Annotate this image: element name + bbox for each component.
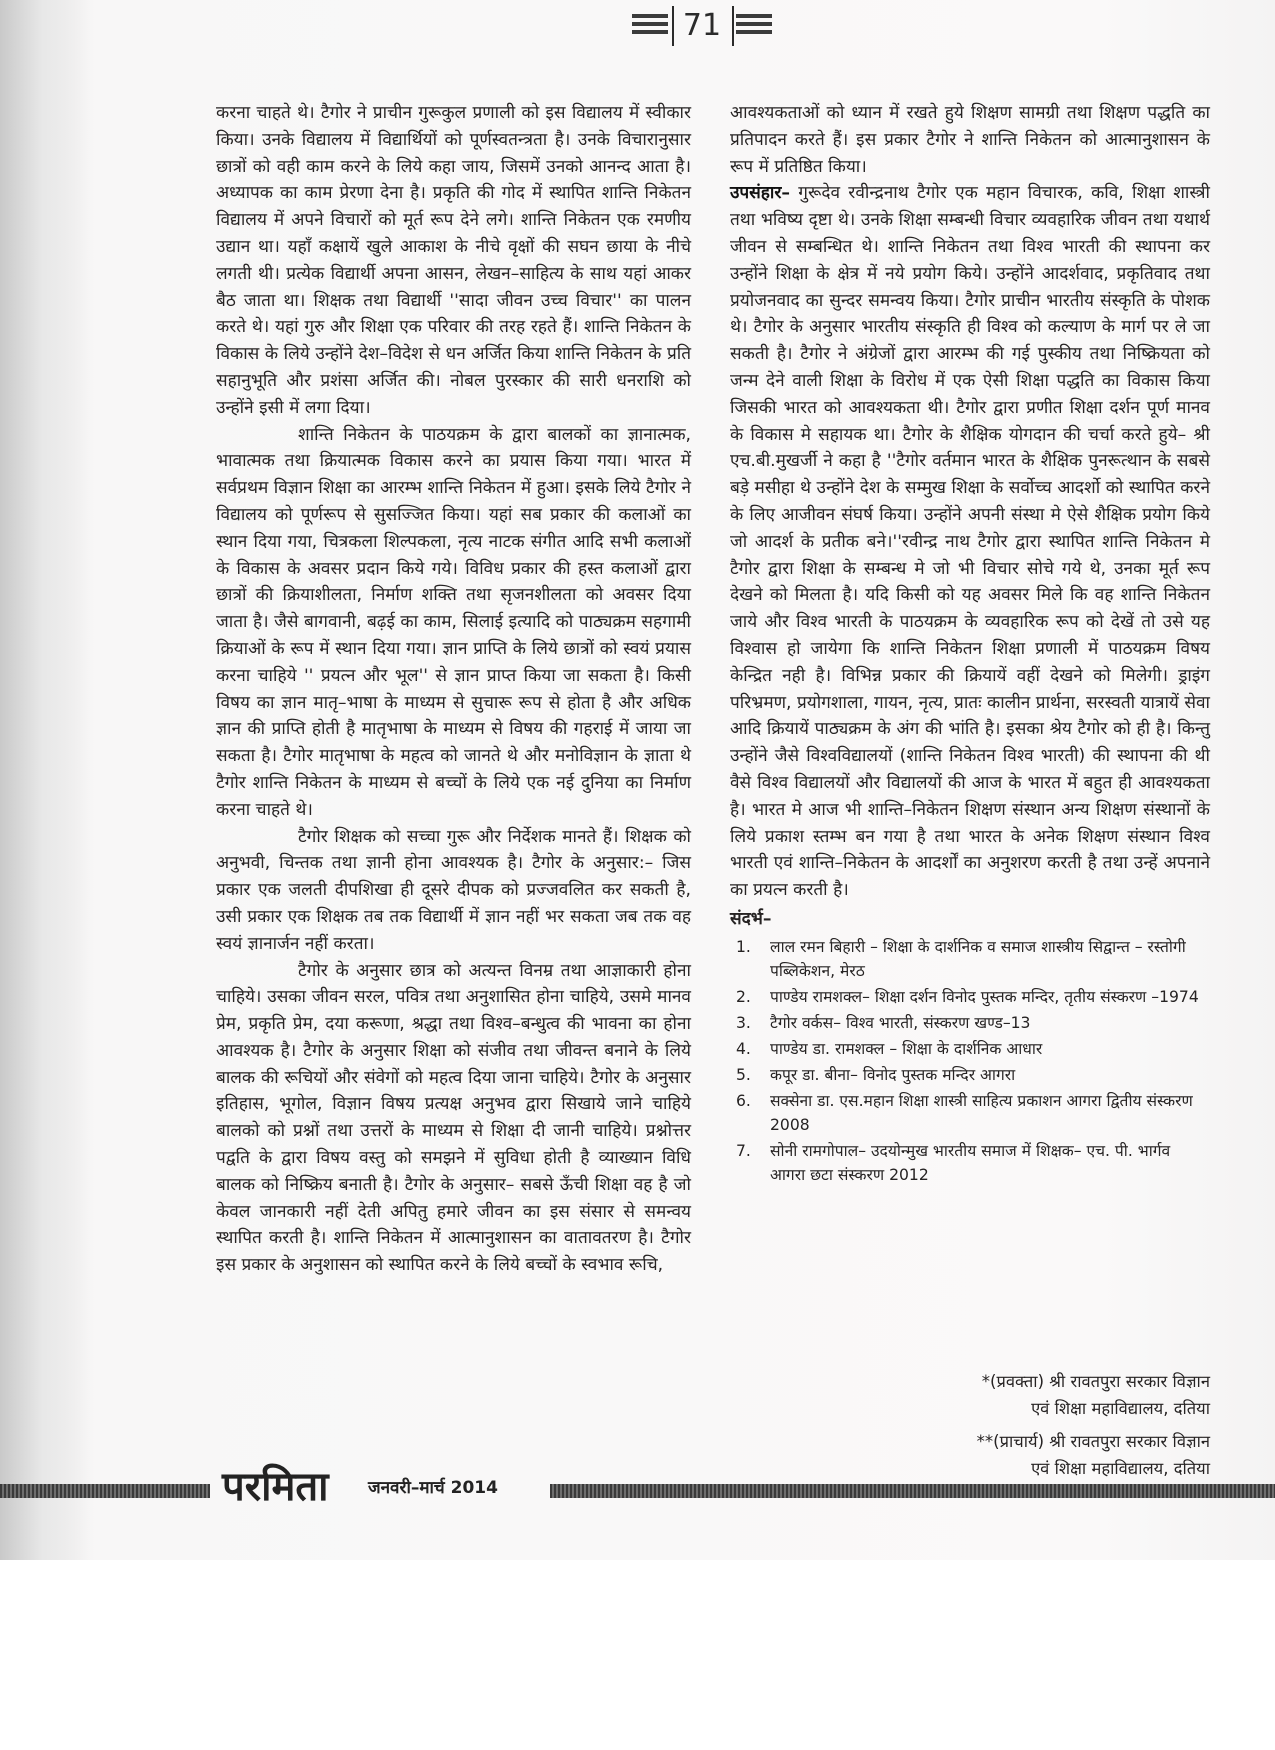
- reference-item: 2. पाण्डेय रामशक्ल– शिक्षा दर्शन विनोद पुस्तक मन्दिर, तृतीय संस्करण –1974: [736, 987, 1199, 1006]
- conclusion-paragraph: [730, 180, 1210, 904]
- reference-item: 5. कपूर डा. बीना– विनोद पुस्तक मन्दिर आगरा: [736, 1065, 1016, 1084]
- reference-item: 3. टैगोर वर्कस– विश्व भारती, संस्करण खण्ड–13: [736, 1013, 1031, 1032]
- footer-rule-left: [0, 1484, 210, 1498]
- paragraph: आवश्यकताओं को ध्यान में रखते हुये शिक्षण सामग्री तथा शिक्षण पद्धति का प्रतिपादन करते हैं। इस प्रकार टैगोर ने शान्ति निकेतन को आत्मानुशासन के रूप में प्रतिष्ठित किया।: [730, 103, 1210, 177]
- paragraph: टैगोर के अनुसार छात्र को अत्यन्त विनम्र तथा आज्ञाकारी होना चाहिये। उसका जीवन सरल, पवित्र तथा अनुशासित होना चाहिये, उसमे मानव प्रेम, प्रकृति प्रेम, दया करूणा, श्रद्धा तथा विश्व–बन्धुत्व की भावना का होना आवश्यक है। टैगोर के अनुसार शिक्षा को संजीव तथा जीवन्त बनाने के लिये बालक की रूचियों और संवेगों को महत्व दिया जाना चाहिये। टैगोर के अनुसार इतिहास, भूगोल, विज्ञान विषय प्रत्यक्ष अनुभव द्वारा सिखाये जाने चाहिये बालको को प्रश्नों तथा उत्तरों के माध्यम से शिक्षा दी जानी चाहिये। प्रश्नोत्तर पद्वति के द्वारा विषय वस्तु को समझने में सुविधा होती है व्याख्यान विधि बालक को निष्क्रिय बनाती है। टैगोर के अनुसार– सबसे ऊँची शिक्षा वह है जो केवल जानकारी नहीं देती अपितु हमारे जीवन का इस संसार से समन्वय स्थापित करती है। शान्ति निकेतन में आत्मानुशासन का वातावतरण है। टैगोर इस प्रकार के अनुशासन को स्थापित करने के लिये बच्चों के स्वभाव रूचि,: [216, 960, 691, 1276]
- paragraph: टैगोर शिक्षक को सच्चा गुरू और निर्देशक मानते हैं। शिक्षक को अनुभवी, चिन्तक तथा ज्ञानी होना आवश्यक है। टैगोर के अनुसार:– जिस प्रकार एक जलती दीपशिखा ही दूसरे दीपक को प्रज्जवलित कर सकती है, उसी प्रकार एक शिक्षक तब तक विद्यार्थी में ज्ञान नहीं भर सकता जब तक वह स्वयं ज्ञानार्जन नहीं करता।: [216, 826, 691, 954]
- references-heading: संदर्भ–: [730, 908, 772, 929]
- header-bracket-right: [732, 6, 734, 46]
- conclusion-text: गुरूदेव रवीन्द्रनाथ टैगोर एक महान विचारक, कवि, शिक्षा शास्त्री तथा भविष्य दृष्टा थे। उनके शिक्षा सम्बन्धी विचार व्यवहारिक जीवन तथा यथार्थ जीवन से सम्बन्धित थे। शान्ति निकेतन तथा विश्व भारती की स्थापना कर उन्होंने शिक्षा के क्षेत्र में नये प्रयोग किये। उन्होंने आदर्शवाद, प्रकृतिवाद तथा प्रयोजनवाद का सुन्दर समन्वय किया। टैगोर प्राचीन भारतीय संस्कृति के पोशक थे। टैगोर के अनुसार भारतीय संस्कृति ही विश्व को कल्याण के मार्ग पर ले जा सकती है। टैगोर ने अंग्रेजों द्वारा आरम्भ की गई पुस्कीय तथा निष्क्रियता को जन्म देने वाली शिक्षा के विरोध में एक ऐसी शिक्षा पद्धति का विकास किया जिसकी भारत को आवश्यकता थी। टैगोर द्वारा प्रणीत शिक्षा दर्शन पूर्ण मानव के विकास मे सहायक था। टैगोर के शैक्षिक योगदान की चर्चा करते हुये– श्री एच.बी.मुखर्जी ने कहा है ''टैगोर वर्तमान भारत के शैक्षिक पुनरूत्थान के सबसे बड़े मसीहा थे उन्होंने देश के सम्मुख शिक्षा के सर्वोच्च आदर्शो को स्थापित करने के लिए आजीवन संघर्ष किया। उन्होंने अपनी संस्था मे ऐसे शैक्षिक प्रयोग किये जो आदर्श के प्रतीक बने।''रवीन्द्र नाथ टैगोर द्वारा स्थापित शान्ति निकेतन मे टैगोर द्वारा शिक्षा के सम्बन्ध मे जो भी विचार सोचे गये थे, उनका मूर्त रूप देखने को मिलता है। यदि किसी को यह अवसर मिले कि वह शान्ति निकेतन जाये और विश्व भारती के पाठयक्रम के व्यवहारिक रूप को देखें तो उसे यह विश्वास हो जायेगा कि शान्ति निकेतन शिक्षा प्रणाली में पाठयक्रम विषय केन्द्रित नही है। विभिन्न प्रकार की क्रियायें वहीं देखने को मिलेगी। ड्राइंग परिभ्रमण, प्रयोगशाला, गायन, नृत्य, प्रातः कालीन प्रार्थना, सरस्वती यात्रायें सेवा आदि क्रियायें पाठ्यक्रम के अंग की भांति है। इसका श्रेय टैगोर को ही है। किन्तु उन्होंने जैसे विश्वविद्यालयों (शान्ति निकेतन विश्व भारती) की स्थापना की थी वैसे विश्व विद्यालयों और विद्यालयों की आज के भारत में बहुत ही आवश्यकता है। भारत मे आज भी शान्ति–निकेतन शिक्षण संस्थान अन्य शिक्षण संस्थानों के लिये प्रकाश स्तम्भ बन गया है तथा भारत के अनेक शिक्षण संस्थान विश्व भारती एवं शान्ति–निकेतन के आदर्शों का अनुशरण करती है तथा उन्हें अपनाने का प्रयत्न करती है।: [730, 183, 1210, 901]
- page-number-header: [632, 4, 772, 48]
- right-column: [730, 100, 1210, 1189]
- paragraph: करना चाहते थे। टैगोर ने प्राचीन गुरूकुल प्रणाली को इस विद्यालय में स्वीकार किया। उनके विद्यालय में विद्यार्थियों को पूर्णस्वतन्त्रता है। उनके विचारानुसार छात्रों को वही काम करने के लिये कहा जाय, जिसमें उनको आनन्द आता है। अध्यापक का काम प्रेरणा देना है। प्रकृति की गोद में स्थापित शान्ति निकेतन विद्यालय में अपने विचारों को मूर्त रूप देने लगे। शान्ति निकेतन एक रमणीय उद्यान था। यहाँ कक्षायें खुले आकाश के नीचे वृक्षों की सघन छाया के नीचे लगती थी। प्रत्येक विद्यार्थी अपना आसन, लेखन–साहित्य के साथ यहां आकर बैठ जाता था। शिक्षक तथा विद्यार्थी ''सादा जीवन उच्च विचार'' का पालन करते थे। यहां गुरु और शिक्षा एक परिवार की तरह रहते हैं। शान्ति निकेतन के विकास के लिये उन्होंने देश–विदेश से धन अर्जित किया शान्ति निकेतन के प्रति सहानुभूति और प्रशंसा अर्जित की। नोबल पुरस्कार की सारी धनराशि को उन्होंने इसी में लगा दिया।: [216, 103, 691, 418]
- footer-rule-right: [550, 1484, 1275, 1498]
- header-bars-right: [736, 14, 772, 38]
- header-bars-left: [632, 14, 668, 38]
- issue-date: जनवरी–मार्च 2014: [368, 1478, 498, 1498]
- reference-item: 1. लाल रमन बिहारी – शिक्षा के दार्शनिक व समाज शास्त्रीय सिद्वान्त – रस्तोगी पब्लिकेशन, मेरठ: [736, 937, 1186, 980]
- page-number: 71: [682, 8, 722, 43]
- left-column: [216, 100, 691, 1279]
- page-margin-bottom: [0, 1560, 1275, 1750]
- author-affiliation-1: *(प्रवक्ता) श्री रावतपुरा सरकार विज्ञान एवं शिक्षा महाविद्यालय, दतिया: [981, 1372, 1210, 1418]
- reference-item: 7. सोनी रामगोपाल– उदयोन्मुख भारतीय समाज में शिक्षक– एच. पी. भार्गव आगरा छटा संस्करण 2012: [736, 1141, 1171, 1184]
- conclusion-heading: उपसंहार–: [730, 183, 791, 204]
- reference-item: 4. पाण्डेय डा. रामशक्ल – शिक्षा के दार्शनिक आधार: [736, 1039, 1043, 1058]
- paragraph: शान्ति निकेतन के पाठयक्रम के द्वारा बालकों का ज्ञानात्मक, भावात्मक तथा क्रियात्मक विकास करने का प्रयास किया गया। भारत में सर्वप्रथम विज्ञान शिक्षा का आरम्भ शान्ति निकेतन में हुआ। इसके लिये टैगोर ने विद्यालय को पूर्णरूप से सुसज्जित किया। यहां सब प्रकार की कलाओं का स्थान दिया गया, चित्रकला शिल्पकला, नृत्य नाटक संगीत आदि सभी कलाओं के विकास के अवसर प्रदान किये गये। विविध प्रकार की हस्त कलाओं द्वारा छात्रों की क्रियाशीलता, निर्माण शक्ति तथा सृजनशीलता को अवसर दिया जाता है। जैसे बागवानी, बढ़ई का काम, सिलाई इत्यादि को पाठ्यक्रम सहगामी क्रियाओं के रूप में स्थान दिया गया। ज्ञान प्राप्ति के लिये छात्रों को स्वयं प्रयास करना चाहिये '' प्रयत्न और भूल'' से ज्ञान प्राप्त किया जा सकता है। किसी विषय का ज्ञान मातृ–भाषा के माध्यम से सुचारू रूप से होता है और अधिक ज्ञान की प्राप्ति होती है मातृभाषा के माध्यम से विषय की गहराई में जाया जा सकता है। टैगोर मातृभाषा के महत्व को जानते थे और मनोविज्ञान के ज्ञाता थे टैगोर शान्ति निकेतन के माध्यम से बच्चों के लिये एक नई दुनिया का निर्माण करना चाहते थे।: [216, 424, 691, 820]
- author-affiliation-2: **(प्राचार्य) श्री रावतपुरा सरकार विज्ञान एवं शिक्षा महाविद्यालय, दतिया: [976, 1432, 1210, 1478]
- journal-brand: परमिता: [222, 1464, 329, 1510]
- reference-item: 6. सक्सेना डा. एस.महान शिक्षा शास्त्री साहित्य प्रकाशन आगरा द्वितीय संस्करण 2008: [736, 1091, 1193, 1134]
- references-list: [730, 935, 1210, 1187]
